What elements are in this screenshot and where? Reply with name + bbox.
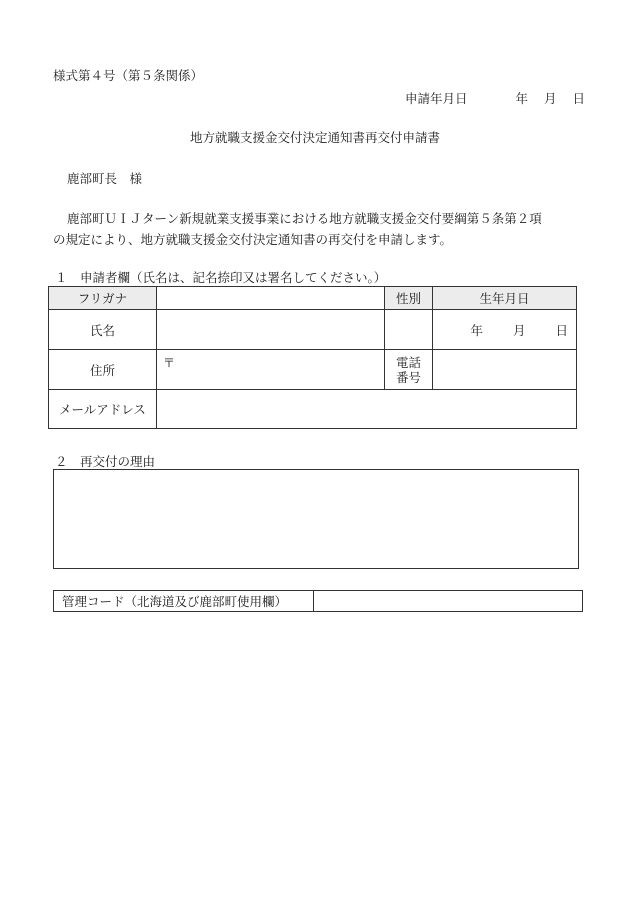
email-label: メールアドレス	[49, 390, 157, 429]
application-date-month: 月	[544, 91, 557, 106]
birth-year-label: 年	[470, 322, 483, 338]
name-field[interactable]	[157, 310, 385, 350]
applicant-table	[48, 286, 577, 429]
section1-heading: １ 申請者欄（氏名は、記名捺印又は署名してください。）	[55, 270, 387, 285]
postal-mark: 〒	[163, 356, 176, 370]
birth-month-label: 月	[512, 322, 526, 338]
application-date-label: 申請年月日	[405, 91, 468, 106]
birthdate-label: 生年月日	[433, 287, 577, 310]
application-date-year: 年	[515, 91, 529, 106]
application-date-day: 日	[572, 91, 586, 106]
body-text-line-2: の規定により、地方就職支援金交付決定通知書の再交付を申請します。	[53, 232, 453, 247]
section2-heading: ２ 再交付の理由	[55, 454, 156, 469]
body-text-line-1: 鹿部町ＵＩＪターン新規就業支援事業における地方就職支援金交付要綱第５条第２項	[67, 211, 542, 226]
addressee: 鹿部町長 様	[67, 171, 143, 186]
address-field[interactable]	[157, 350, 385, 390]
furigana-label: フリガナ	[49, 287, 157, 310]
phone-label	[385, 350, 433, 390]
management-code-table	[53, 590, 583, 612]
furigana-field[interactable]	[157, 287, 385, 310]
form-title: 地方就職支援金交付決定通知書再交付申請書	[189, 130, 440, 145]
gender-field[interactable]	[385, 310, 433, 350]
birthdate-field[interactable]	[433, 310, 577, 350]
phone-label-line-1: 電話	[395, 354, 421, 370]
reissue-reason-field[interactable]	[53, 469, 579, 569]
name-label: 氏名	[49, 310, 157, 350]
email-field[interactable]	[157, 390, 577, 429]
gender-label: 性別	[385, 287, 433, 310]
management-code-label: 管理コード（北海道及び鹿部町使用欄）	[54, 591, 314, 612]
phone-field[interactable]	[433, 350, 577, 390]
management-code-field[interactable]	[314, 591, 583, 612]
birth-day-label: 日	[555, 322, 568, 338]
application-date-line	[405, 89, 585, 107]
phone-label-line-2: 番号	[395, 369, 421, 385]
address-label: 住所	[49, 350, 157, 390]
form-number: 様式第４号（第５条関係）	[53, 68, 204, 83]
